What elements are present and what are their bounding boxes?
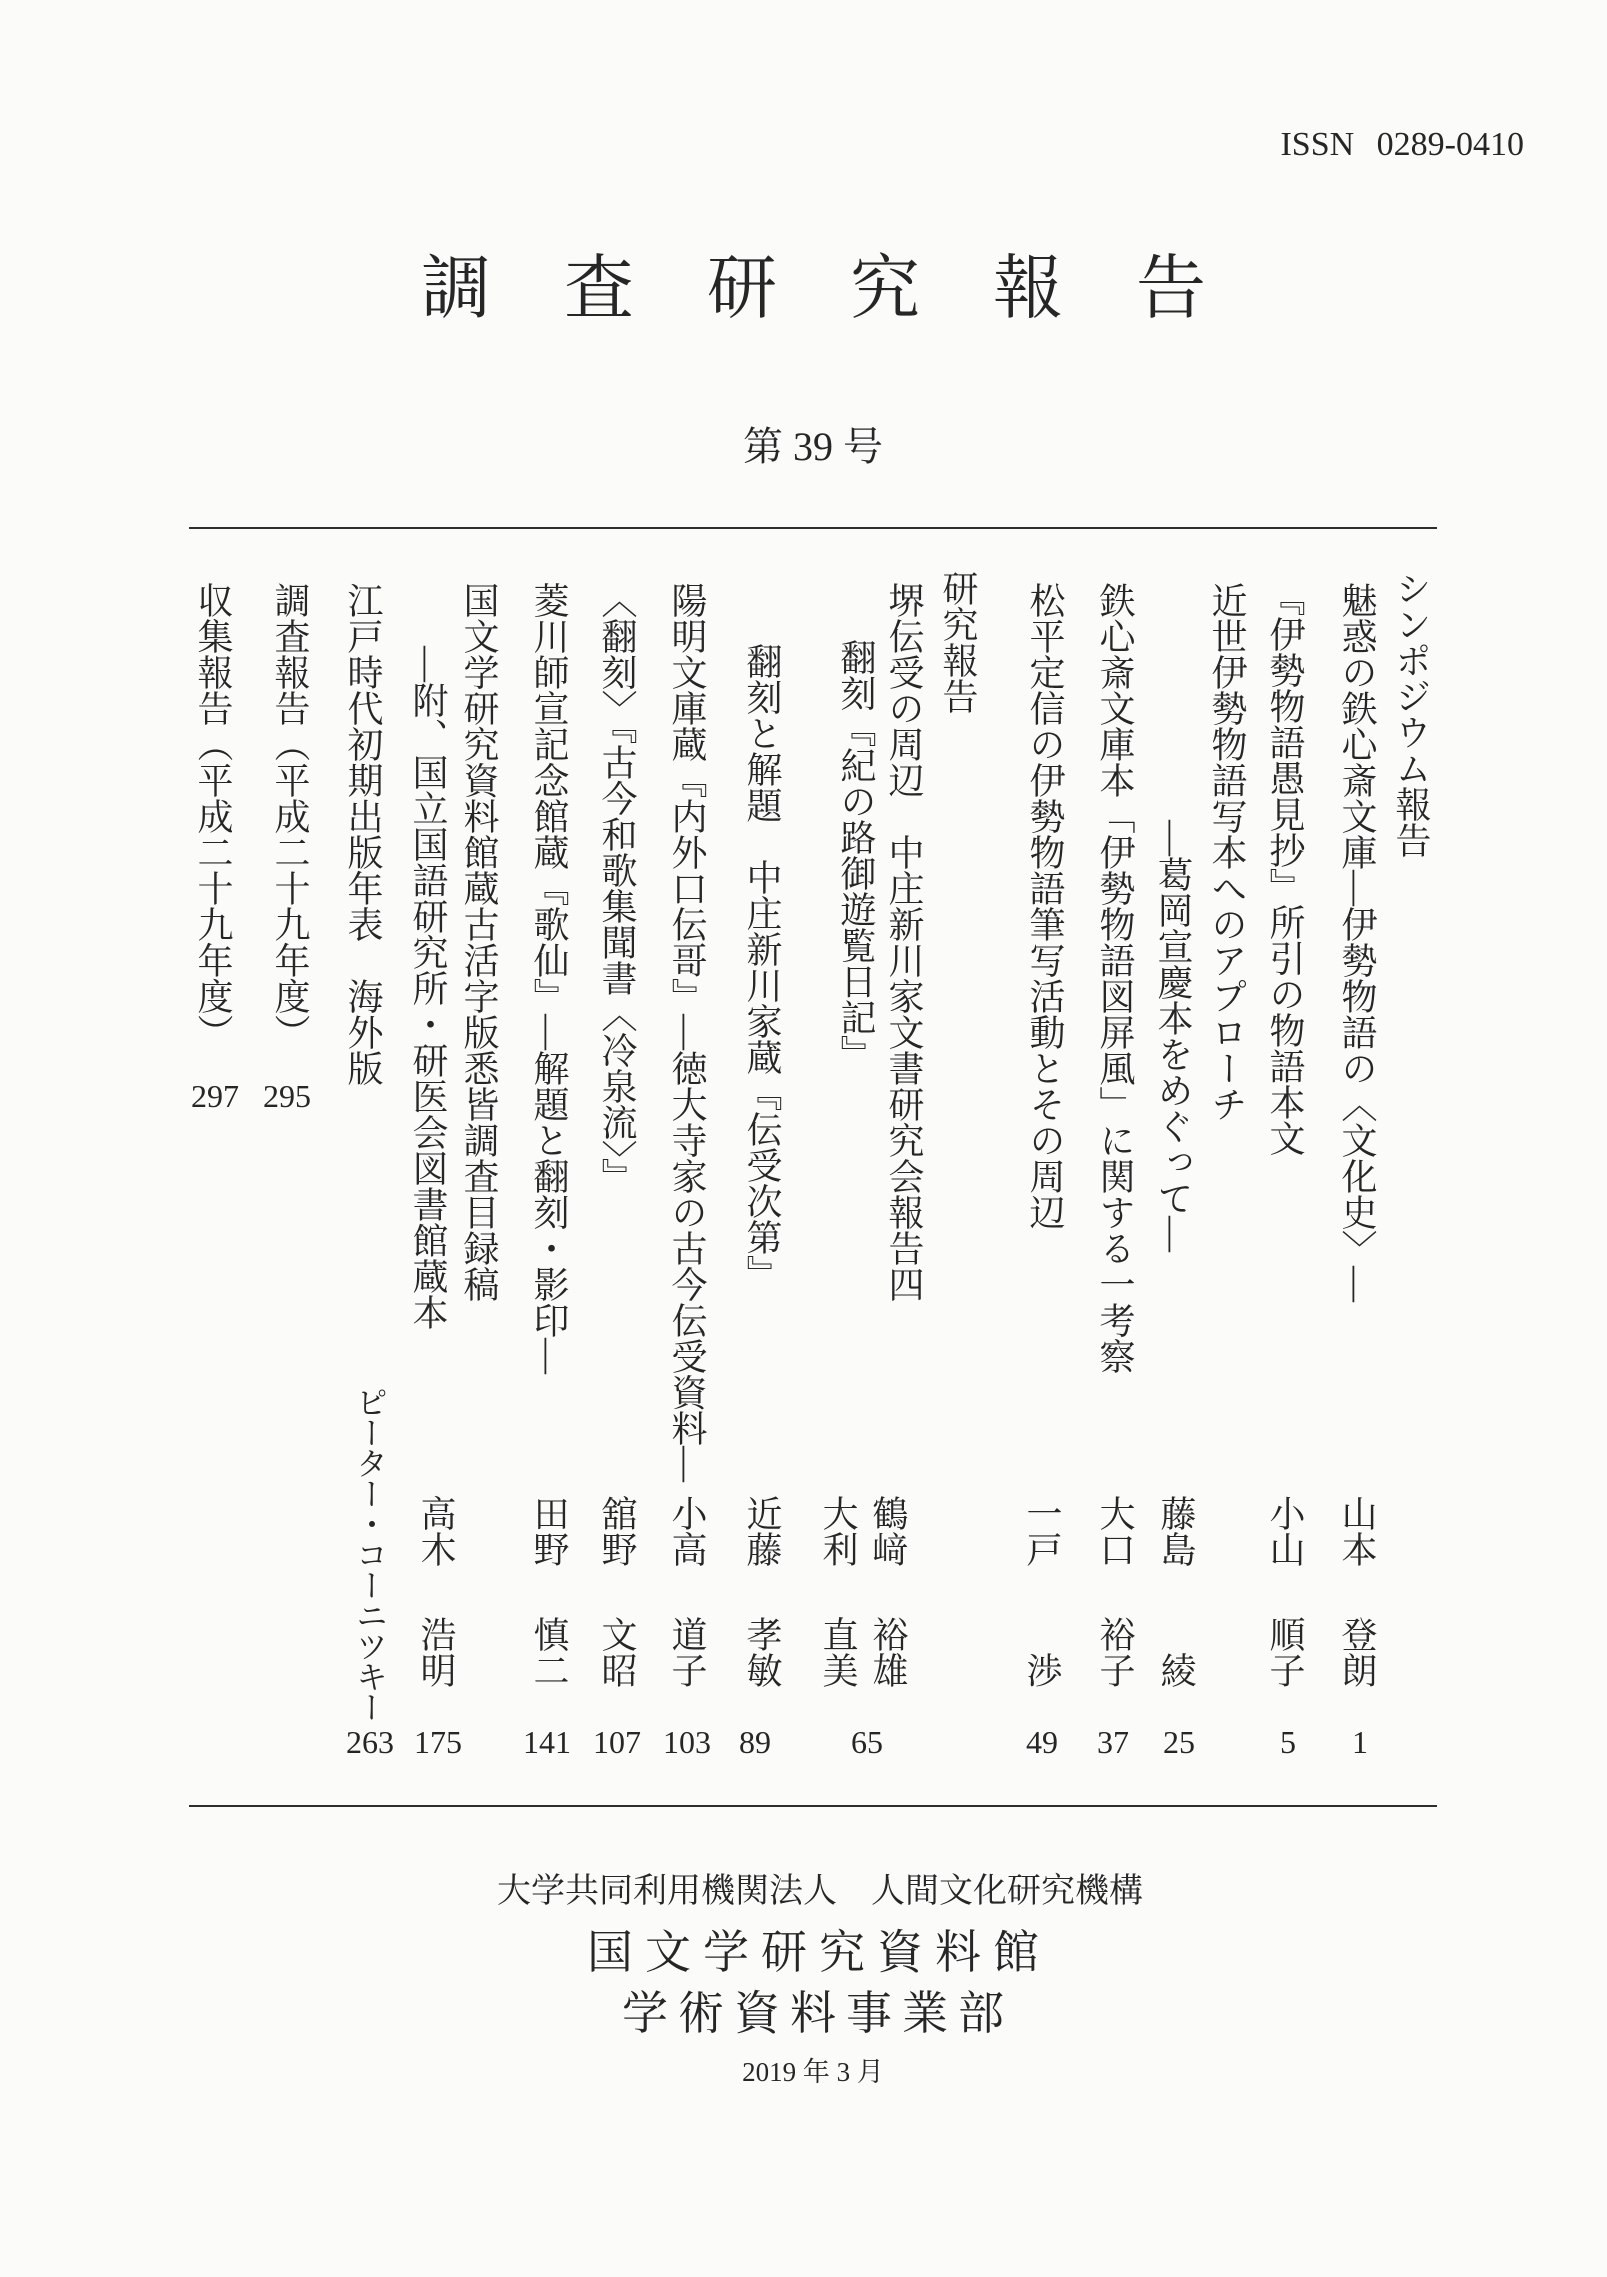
publisher-department: 学術資料事業部	[622, 1988, 1014, 2039]
issue-number: 第 39 号	[743, 424, 883, 469]
article-title: 鉄心斎文庫本「伊勢物語図屏風」に関する一考察	[1095, 582, 1135, 1374]
article-title: 江戸時代初期出版年表 海外版	[343, 582, 383, 1086]
author-family-name: 小山	[1265, 1495, 1305, 1567]
author-given-name: 孝敏	[742, 1616, 782, 1688]
author-family-name: 近藤	[742, 1495, 782, 1567]
publication-date: 2019 年 3 月	[742, 2057, 884, 2087]
author-family-name: 一戸	[1022, 1495, 1062, 1567]
author-family-name: 鶴﨑	[868, 1495, 908, 1567]
report-title: 調査報告（平成二十九年度）	[270, 582, 310, 1050]
author-name	[1158, 1495, 1194, 1688]
page-number: 141	[523, 1724, 571, 1760]
article-title: 陽明文庫蔵『内外口伝哥』—徳大寺家の古今伝受資料—	[667, 582, 707, 1482]
article-title: 国文学研究資料館蔵古活字版悉皆調査目録稿	[459, 582, 499, 1302]
page-number: 65	[851, 1724, 883, 1760]
issn-number: ISSN 0289-0410	[1280, 126, 1524, 163]
publisher-organization: 大学共同利用機関法人 人間文化研究機構	[497, 1873, 1143, 1910]
author-family-name: 大口	[1095, 1495, 1135, 1567]
page-number: 5	[1280, 1724, 1296, 1760]
section-heading-symposium: シンポジウム報告	[1391, 570, 1431, 858]
page-number: 263	[346, 1724, 394, 1760]
report-title: 収集報告（平成二十九年度）	[193, 582, 233, 1050]
author-name	[599, 1495, 635, 1688]
article-title: 松平定信の伊勢物語筆写活動とその周辺	[1025, 582, 1065, 1230]
author-given-name: 慎二	[529, 1616, 569, 1688]
page-number: 295	[263, 1078, 311, 1114]
author-family-name: 田野	[529, 1495, 569, 1567]
article-title: 近世伊勢物語写本へのアプローチ	[1207, 582, 1247, 1122]
author-name: ピーター・コーニツキー	[352, 1386, 388, 1722]
article-subtitle: —附、国立国語研究所・研医会図書館蔵本	[408, 646, 448, 1330]
article-subtitle: —葛岡宣慶本をめぐって—	[1153, 820, 1193, 1252]
page-number: 297	[191, 1078, 239, 1114]
author-family-name: 高木	[416, 1495, 456, 1567]
page-number: 103	[663, 1724, 711, 1760]
author-given-name: 綾	[1156, 1652, 1196, 1688]
article-title: 〈翻刻〉『古今和歌集聞書〈冷泉流〉』	[597, 582, 637, 1194]
author-name	[744, 1495, 780, 1688]
author-name	[1097, 1495, 1133, 1688]
author-given-name: 文昭	[597, 1616, 637, 1688]
author-name	[418, 1495, 454, 1688]
article-subtitle: 翻刻『紀の路御遊覧日記』	[836, 639, 876, 1071]
article-title: 魅惑の鉄心斎文庫—伊勢物語の〈文化史〉—	[1337, 582, 1377, 1302]
author-name	[1267, 1495, 1303, 1688]
page-number: 89	[739, 1724, 771, 1760]
author-given-name: 直美	[818, 1616, 858, 1688]
author-given-name: 登朗	[1337, 1616, 1377, 1688]
section-heading-research: 研究報告	[938, 570, 978, 714]
article-title: 翻刻と解題 中庄新川家蔵『伝受次第』	[742, 643, 782, 1291]
author-given-name: 順子	[1265, 1616, 1305, 1688]
author-given-name: 道子	[667, 1616, 707, 1688]
page-number: 1	[1352, 1724, 1368, 1760]
author-name	[870, 1495, 906, 1688]
author-name	[1339, 1495, 1375, 1688]
author-name	[669, 1495, 705, 1688]
article-title: 菱川師宣記念館蔵『歌仙』—解題と翻刻・影印—	[529, 582, 569, 1374]
author-given-name: 渉	[1022, 1652, 1062, 1688]
author-family-name: 小高	[667, 1495, 707, 1567]
author-family-name: 大利	[818, 1495, 858, 1567]
author-family-name: 藤島	[1156, 1495, 1196, 1567]
author-family-name: 山本	[1337, 1495, 1377, 1567]
author-name	[531, 1495, 567, 1688]
top-divider	[189, 527, 1437, 529]
journal-title: 調査研究報告	[421, 251, 1279, 328]
article-title: 『伊勢物語愚見抄』所引の物語本文	[1265, 580, 1305, 1156]
page-number: 37	[1097, 1724, 1129, 1760]
page-number: 175	[414, 1724, 462, 1760]
author-given-name: 浩明	[416, 1616, 456, 1688]
author-name	[820, 1495, 856, 1688]
article-title: 堺伝受の周辺 中庄新川家文書研究会報告四	[884, 582, 924, 1302]
page-number: 107	[593, 1724, 641, 1760]
page-number: 49	[1026, 1724, 1058, 1760]
publisher-institute: 国文学研究資料館	[587, 1927, 1051, 1978]
author-given-name: 裕雄	[868, 1616, 908, 1688]
bottom-divider	[189, 1805, 1437, 1807]
author-name	[1024, 1495, 1060, 1688]
page-number: 25	[1163, 1724, 1195, 1760]
author-given-name: 裕子	[1095, 1616, 1135, 1688]
author-family-name: 舘野	[597, 1495, 637, 1567]
